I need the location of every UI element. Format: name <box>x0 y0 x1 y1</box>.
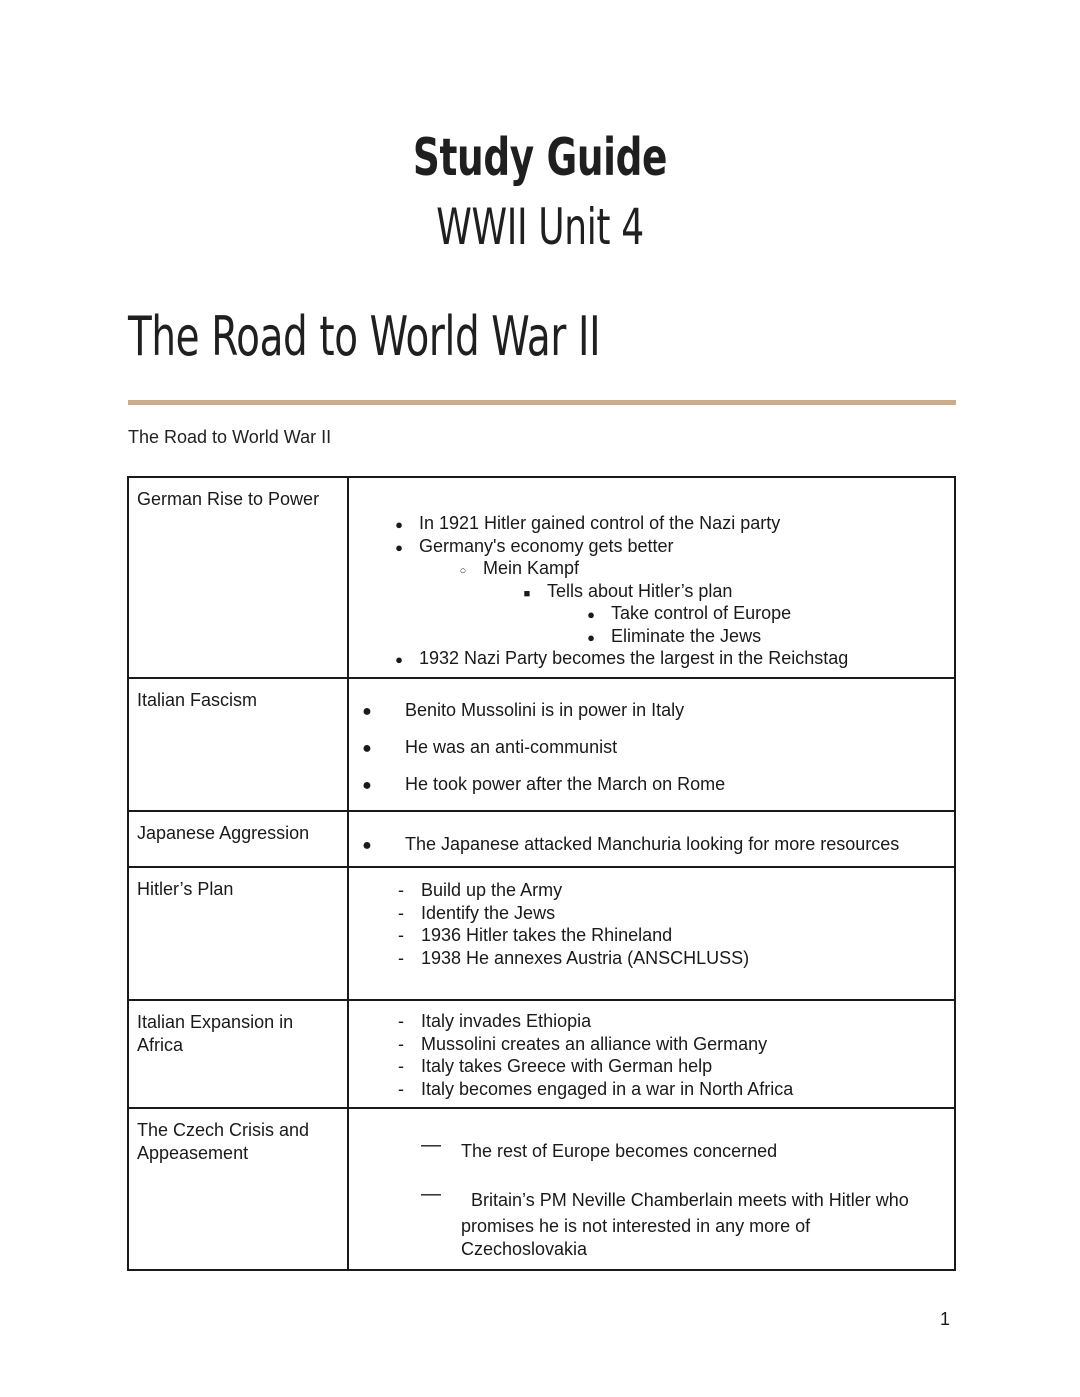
topic-cell: Japanese Aggression <box>128 811 348 867</box>
em-dash-icon <box>419 1134 443 1157</box>
list-item: - 1936 Hitler takes the Rhineland <box>421 924 954 947</box>
divider-rule <box>128 400 956 405</box>
bullet-icon <box>357 736 377 761</box>
table-row <box>128 811 955 867</box>
list-item: ● He was an anti-communist <box>405 736 954 759</box>
list-item: ● Benito Mussolini is in power in Italy <box>405 699 954 722</box>
content-cell <box>348 678 955 811</box>
hollow-bullet-icon <box>453 557 473 583</box>
dash-icon <box>391 947 411 970</box>
bullet-icon <box>357 699 377 724</box>
bullet-list <box>349 1001 954 1100</box>
list-item: - Mussolini creates an alliance with Germany <box>421 1033 954 1056</box>
page-number: 1 <box>940 1309 951 1329</box>
content-cell <box>348 867 955 1000</box>
list-item: ● In 1921 Hitler gained control of the Nazi party <box>419 512 954 535</box>
table-row <box>128 477 955 678</box>
section-heading: The Road to World War II <box>128 305 601 368</box>
topic-cell: The Czech Crisis and Appeasement <box>128 1108 348 1270</box>
table-row <box>128 678 955 811</box>
list-item: ○ Mein Kampf <box>483 557 954 580</box>
dash-icon <box>391 1055 411 1078</box>
list-item: - Build up the Army <box>421 879 954 902</box>
dash-icon <box>391 902 411 925</box>
bullet-icon <box>581 602 601 627</box>
table-row <box>128 1108 955 1270</box>
bullet-list <box>349 478 954 670</box>
bullet-icon <box>581 625 601 650</box>
list-item: - Italy invades Ethiopia <box>421 1010 954 1033</box>
bullet-icon <box>389 512 409 537</box>
dash-icon <box>391 1010 411 1033</box>
list-item: - Identify the Jews <box>421 902 954 925</box>
dash-icon <box>391 1078 411 1101</box>
list-item: ● He took power after the March on Rome <box>405 773 954 796</box>
content-cell <box>348 1108 955 1270</box>
list-item: ● 1932 Nazi Party becomes the largest in the Reichstag <box>419 647 954 670</box>
topic-cell: Hitler’s Plan <box>128 867 348 1000</box>
document-title: Study Guide <box>412 128 668 188</box>
list-item: ● Eliminate the Jews <box>611 625 954 648</box>
square-bullet-icon <box>517 580 537 606</box>
list-item: - 1938 He annexes Austria (ANSCHLUSS) <box>421 947 954 970</box>
list-item-continuation: promises he is not interested in any more of Czechoslovakia <box>461 1216 811 1259</box>
bullet-list <box>349 679 954 796</box>
topic-cell: German Rise to Power <box>128 477 348 678</box>
bullet-icon <box>389 535 409 560</box>
bullet-icon <box>357 773 377 798</box>
bullet-icon <box>357 833 377 858</box>
list-item: — The rest of Europe becomes concerned <box>461 1140 954 1163</box>
dash-icon <box>391 1033 411 1056</box>
list-item: - Italy takes Greece with German help <box>421 1055 954 1078</box>
study-guide-table <box>127 476 956 1271</box>
list-item: ● Take control of Europe <box>611 602 954 625</box>
bullet-list <box>349 1109 954 1260</box>
bullet-list <box>349 812 954 856</box>
list-item: ■ Tells about Hitler’s plan <box>547 580 954 603</box>
document-subtitle: WWII Unit 4 <box>436 198 644 256</box>
topic-cell: Italian Fascism <box>128 678 348 811</box>
dash-icon <box>391 879 411 902</box>
list-item: — Britain’s PM Neville Chamberlain meets with Hitler who <box>461 1189 954 1212</box>
topic-cell: Italian Expansion in Africa <box>128 1000 348 1108</box>
content-cell <box>348 1000 955 1108</box>
list-item: ● Germany's economy gets better <box>419 535 954 558</box>
bullet-list <box>349 868 954 969</box>
table-row <box>128 1000 955 1108</box>
list-item: - Italy becomes engaged in a war in North Africa <box>421 1078 954 1101</box>
table-label: The Road to World War II <box>128 427 332 447</box>
list-item: ● The Japanese attacked Manchuria looking for more resources <box>405 833 954 856</box>
bullet-icon <box>389 647 409 672</box>
dash-icon <box>391 924 411 947</box>
content-cell <box>348 811 955 867</box>
content-cell <box>348 477 955 678</box>
table-row <box>128 867 955 1000</box>
em-dash-icon <box>419 1183 443 1206</box>
